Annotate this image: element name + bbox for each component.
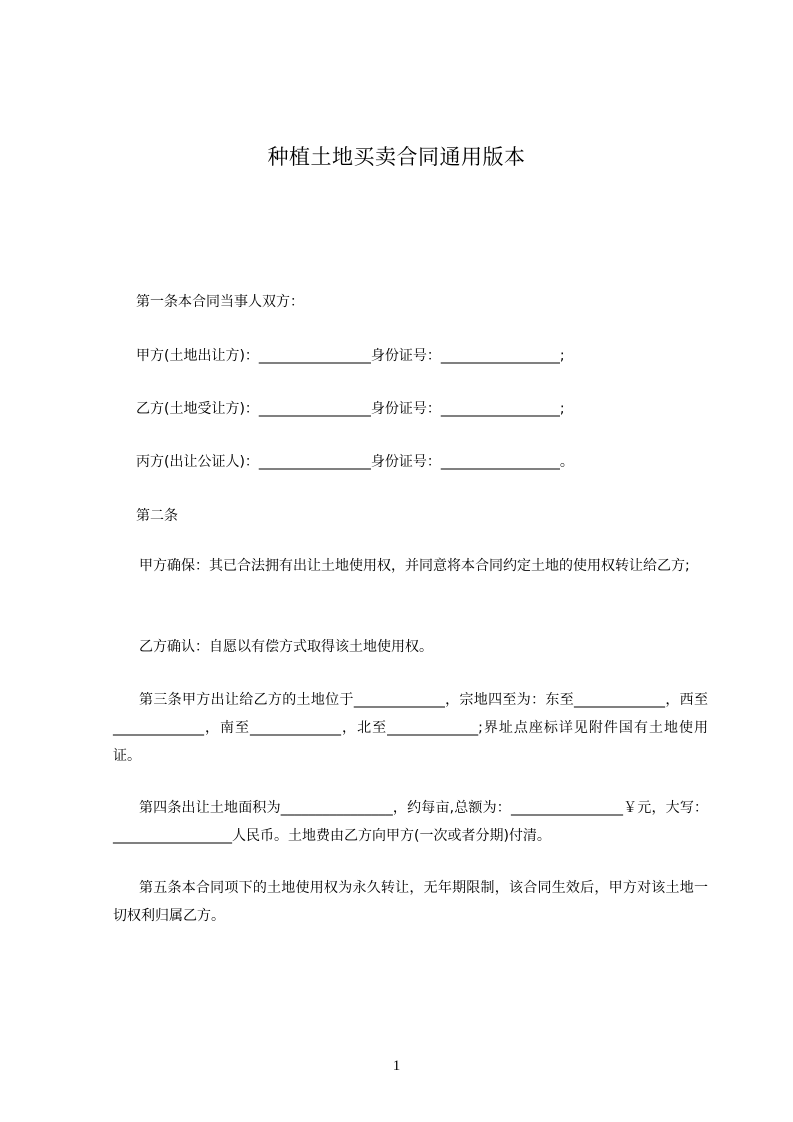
party-c-line: 丙方(出让公证人)：________________身份证号：_________________。 — [136, 454, 574, 470]
page-number: 1 — [392, 1058, 401, 1074]
article-3: 第三条甲方出让给乙方的土地位于_____________，宗地四至为：东至_____________，西至_____________，南至_____________，北至_____________;界址点座标详见附件国有土地使用证。 — [113, 692, 708, 764]
article-1-heading: 第一条本合同当事人双方： — [136, 294, 304, 310]
article-2-heading: 第二条 — [136, 508, 178, 524]
article-5: 第五条本合同项下的土地使用权为永久转让，无年期限制，该合同生效后，甲方对该土地一切权利归属乙方。 — [113, 880, 708, 924]
article-2-guarantee: 甲方确保：其已合法拥有出让土地使用权，并同意将本合同约定土地的使用权转让给乙方; — [139, 558, 690, 574]
party-a-line: 甲方(土地出让方)：________________身份证号：_________________; — [136, 348, 565, 364]
article-2-confirm: 乙方确认：自愿以有偿方式取得该土地使用权。 — [139, 639, 433, 655]
document-title: 种植土地买卖合同通用版本 — [267, 145, 526, 169]
article-4: 第四条出让土地面积为________________，约每亩,总额为：________________￥元，大写：_________________人民币。土地费由乙方向甲方(一次或者分期)付清。 — [113, 800, 708, 844]
party-b-line: 乙方(土地受让方)：________________身份证号：_________________; — [136, 401, 565, 417]
